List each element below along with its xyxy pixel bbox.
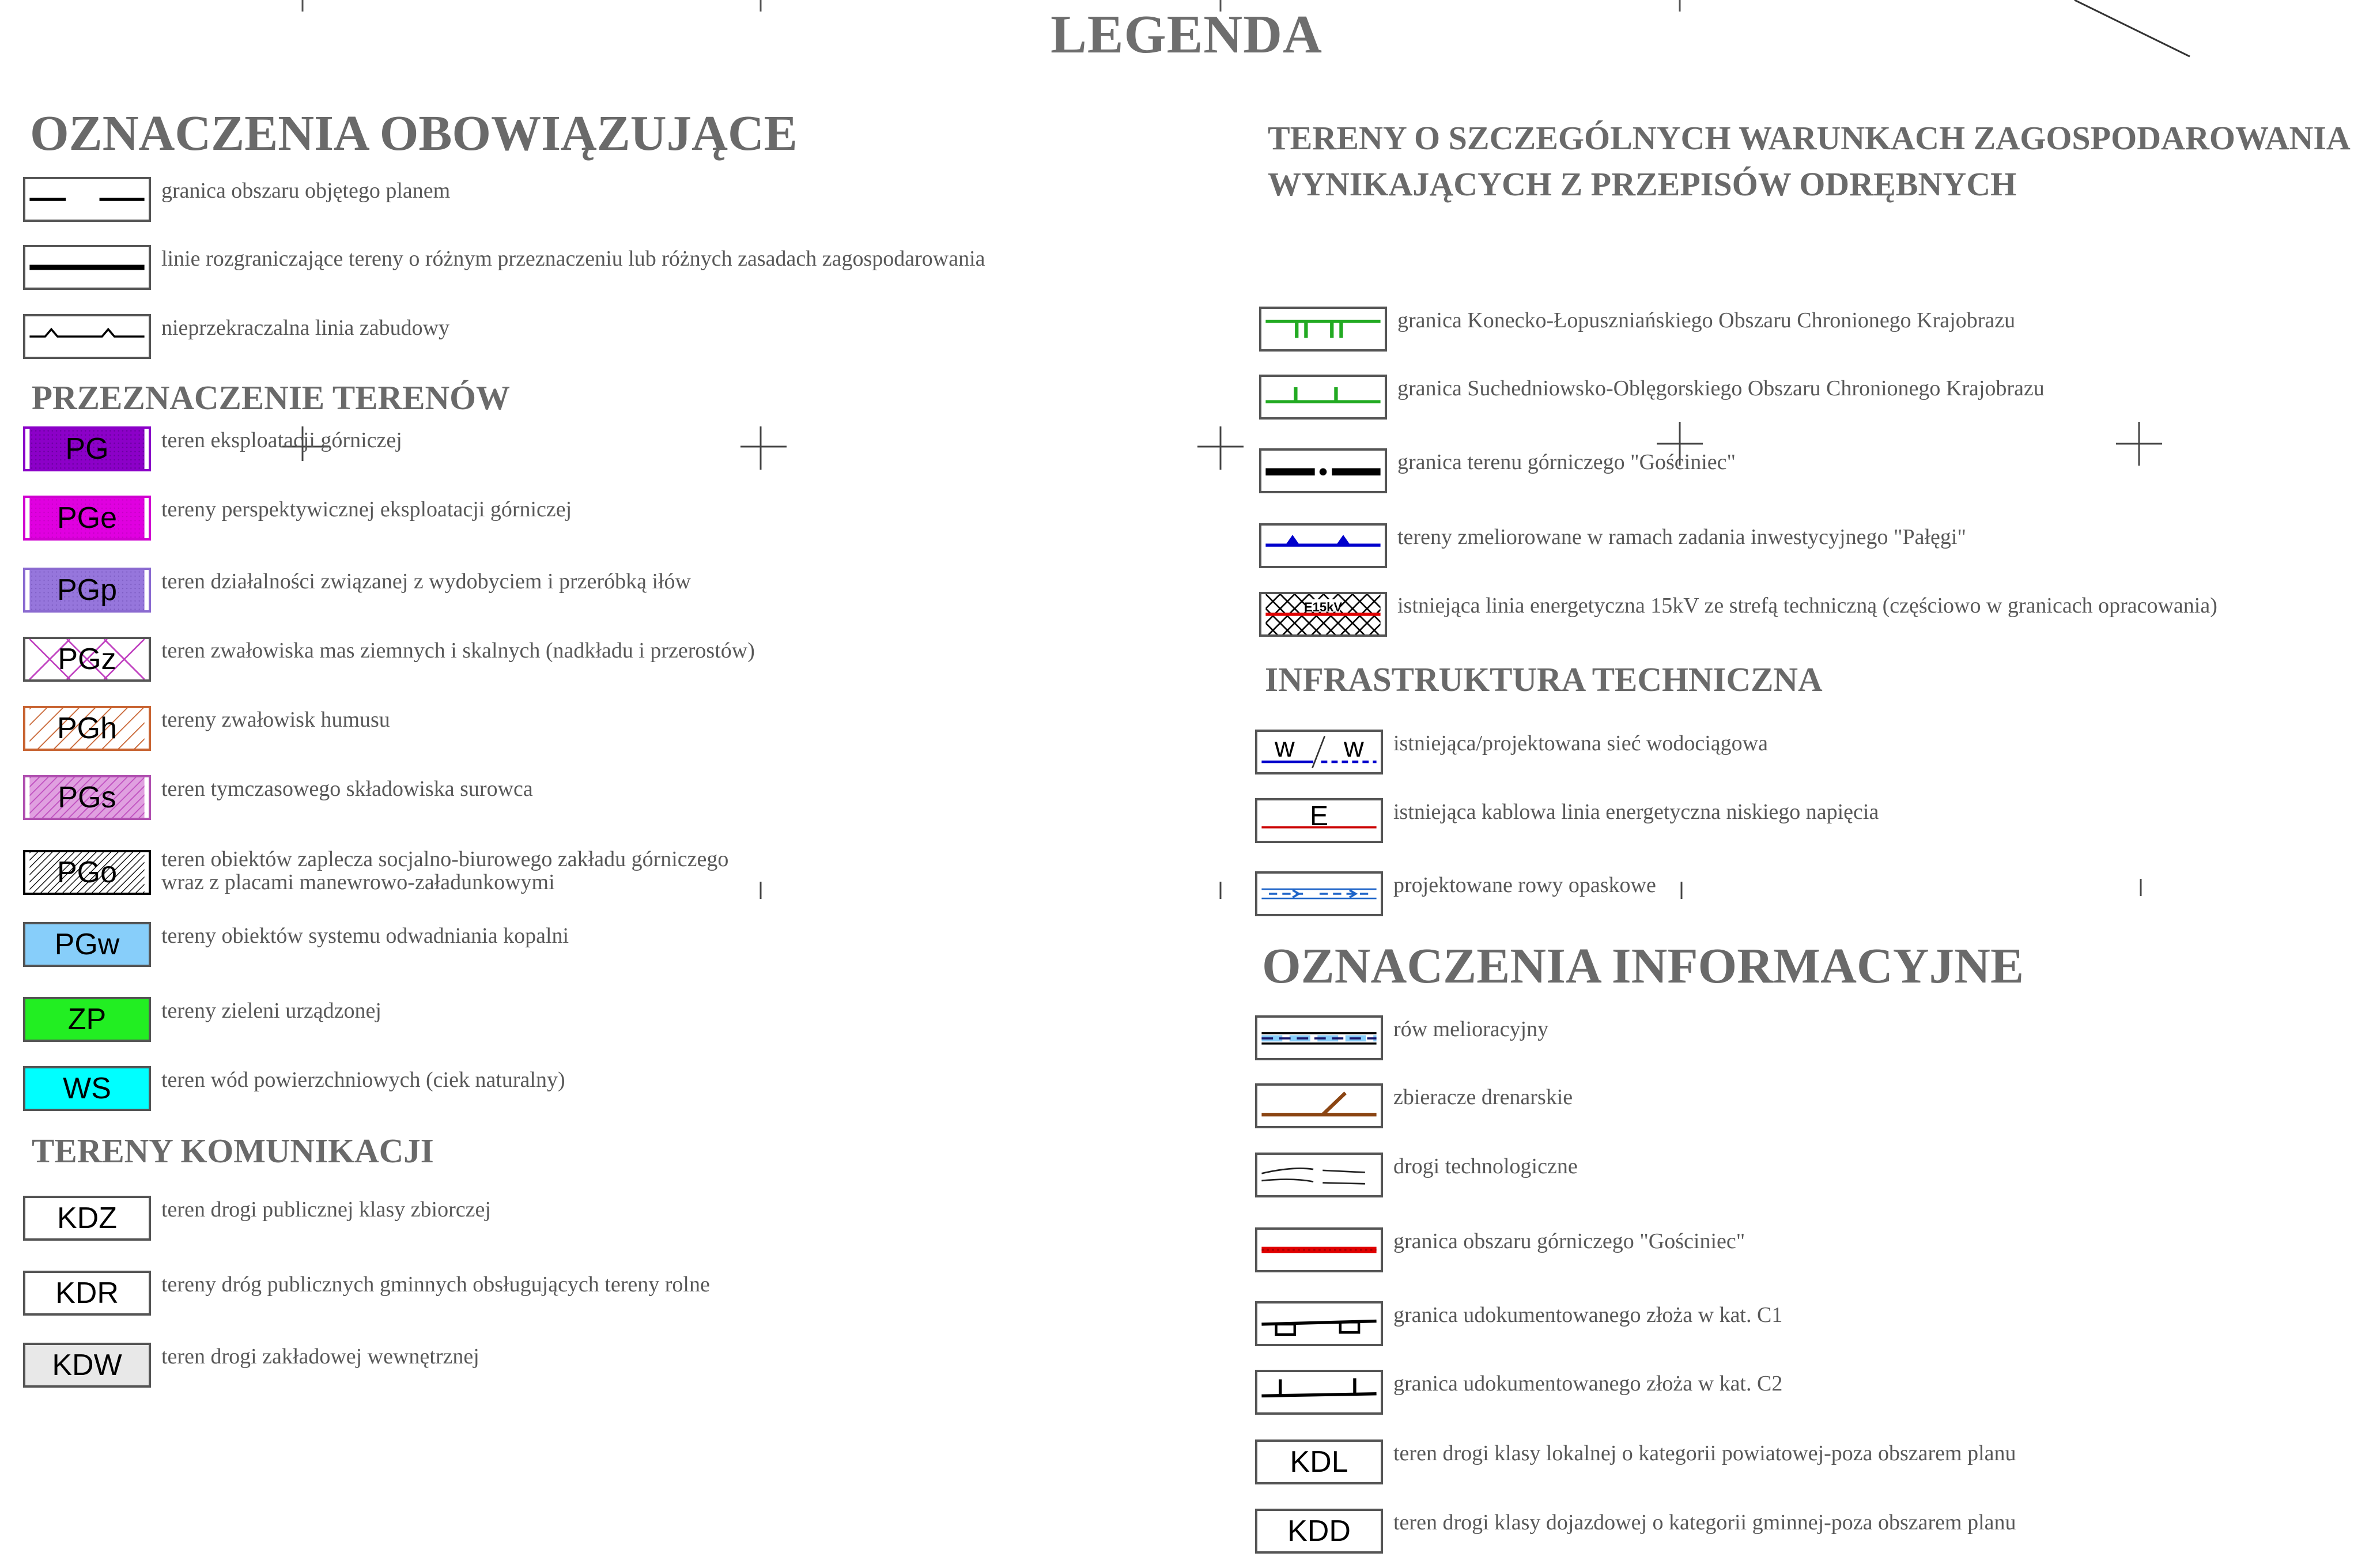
symbol-power-line-15kv <box>1259 592 1387 637</box>
heading-tereny-szczegolne <box>1268 115 2351 207</box>
legend-label: projektowane rowy opaskowe <box>1393 873 1656 897</box>
legend-label: granica obszaru objętego planem <box>161 179 451 203</box>
heading-tereny-szczegolne-line1: TERENY O SZCZEGÓLNYCH WARUNKACH ZAGOSPODAROWANIA <box>1268 119 2351 157</box>
legend-label: teren drogi publicznej klasy zbiorczej <box>161 1197 491 1222</box>
symbol-drainage-ditch <box>1255 1015 1383 1060</box>
legend-label: teren drogi klasy lokalnej o kategorii powiatowej-poza obszarem planu <box>1393 1441 2016 1465</box>
code-pgp: PGp <box>56 573 118 607</box>
legend-label: drogi technologiczne <box>1393 1154 1578 1178</box>
code-kdw: KDW <box>52 1348 122 1382</box>
symbol-pgw <box>23 922 151 967</box>
legend-label: tereny zmeliorowane w ramach zadania inwestycyjnego "Pałęgi" <box>1397 525 1966 549</box>
legend-label: istniejąca linia energetyczna 15kV ze strefą techniczną (częściowo w granicach opracowania) <box>1397 594 2217 618</box>
symbol-green-boundary-single <box>1259 375 1387 420</box>
symbol-ws <box>23 1066 151 1111</box>
legend-label-line1: teren obiektów zaplecza socjalno-biurowego zakładu górniczego <box>161 847 729 871</box>
symbol-mining-district-boundary <box>1255 1227 1383 1272</box>
legend-label: granica udokumentowanego złoża w kat. C1 <box>1393 1303 1783 1327</box>
legend-label: teren eksploatacji górniczej <box>161 428 402 452</box>
legend-label: linie rozgraniczające tereny o różnym przeznaczeniu lub różnych zasadach zagospodarowania <box>161 247 985 271</box>
code-pgs: PGs <box>58 781 116 814</box>
legend-label <box>161 848 728 894</box>
code-e15kv: E15kV <box>1303 600 1343 614</box>
legend-label: tereny dróg publicznych gminnych obsługujących tereny rolne <box>161 1272 710 1297</box>
legend-label: teren wód powierzchniowych (ciek naturalny) <box>161 1068 565 1092</box>
symbol-kdw <box>23 1343 151 1388</box>
symbol-drain-collector <box>1255 1083 1383 1128</box>
legend-label: istniejąca/projektowana sieć wodociągowa <box>1393 731 1768 755</box>
legend-label: tereny obiektów systemu odwadniania kopalni <box>161 924 569 948</box>
symbol-kdl <box>1255 1439 1383 1484</box>
symbol-pge <box>23 496 151 541</box>
code-zp: ZP <box>67 1003 107 1036</box>
symbol-perimeter-ditch <box>1255 871 1383 916</box>
legend-label: granica udokumentowanego złoża w kat. C2 <box>1393 1371 1783 1396</box>
symbol-technological-road <box>1255 1153 1383 1197</box>
legend-label: teren tymczasowego składowiska surowca <box>161 777 533 801</box>
heading-oznaczenia-informacyjne: OZNACZENIA INFORMACYJNE <box>1262 938 2024 993</box>
code-ws: WS <box>63 1072 111 1105</box>
legend-label: granica obszaru górniczego "Gościniec" <box>1393 1229 1745 1253</box>
code-kdl: KDL <box>1290 1445 1348 1479</box>
code-pg: PG <box>65 432 109 466</box>
symbol-mining-area-boundary <box>1259 448 1387 493</box>
code-pgz: PGz <box>58 643 116 676</box>
code-pgo: PGo <box>56 856 118 889</box>
legend-label: granica Suchedniowsko-Oblęgorskiego Obszaru Chronionego Krajobrazu <box>1397 376 2045 400</box>
symbol-kdr <box>23 1271 151 1316</box>
symbol-pgz <box>23 637 151 682</box>
heading-tereny-komunikacji: TERENY KOMUNIKACJI <box>32 1132 434 1170</box>
legend-label: teren zwałowiska mas ziemnych i skalnych (nadkładu i przerostów) <box>161 638 755 663</box>
heading-przeznaczenie-terenow: PRZEZNACZENIE TERENÓW <box>32 379 511 417</box>
symbol-kdd <box>1255 1509 1383 1554</box>
legend-label: teren działalności związanej z wydobyciem i przeróbką iłów <box>161 569 691 594</box>
legend-label: nieprzekraczalna linia zabudowy <box>161 316 450 340</box>
legend-label: tereny perspektywicznej eksploatacji górniczej <box>161 497 572 522</box>
symbol-pgp <box>23 568 151 613</box>
symbol-plan-boundary <box>23 177 151 222</box>
code-e: E <box>1309 801 1328 832</box>
legend-label: tereny zieleni urządzonej <box>161 999 381 1023</box>
legend-label: teren drogi klasy dojazdowej o kategorii gminnej-poza obszarem planu <box>1393 1510 2016 1535</box>
legend-title: LEGENDA <box>1051 5 1322 65</box>
legend-label: granica Konecko-Łopuszniańskiego Obszaru Chronionego Krajobrazu <box>1397 308 2016 333</box>
symbol-w-planned: w <box>1344 732 1364 763</box>
heading-oznaczenia-obowiazujace: OZNACZENIA OBOWIĄZUJĄCE <box>30 105 798 161</box>
legend-label-line2: wraz z placami manewrowo-załadunkowymi <box>161 870 555 894</box>
symbol-zp <box>23 997 151 1042</box>
symbol-green-boundary-double <box>1259 307 1387 352</box>
symbol-water-network <box>1255 730 1383 774</box>
legend-label: teren drogi zakładowej wewnętrznej <box>161 1344 479 1369</box>
symbol-pgh <box>23 706 151 751</box>
legend-label: granica terenu górniczego "Gościniec" <box>1397 450 1736 474</box>
code-kdz: KDZ <box>57 1201 117 1235</box>
code-kdd: KDD <box>1287 1514 1351 1548</box>
code-pge: PGe <box>56 501 118 535</box>
legend-label: rów melioracyjny <box>1393 1017 1549 1041</box>
symbol-building-line <box>23 314 151 359</box>
symbol-w-existing: w <box>1275 732 1295 763</box>
symbol-kdz <box>23 1196 151 1241</box>
heading-tereny-szczegolne-line2: WYNIKAJĄCYCH Z PRZEPISÓW ODRĘBNYCH <box>1268 165 2017 203</box>
symbol-pgs <box>23 775 151 820</box>
legend-label: tereny zwałowisk humusu <box>161 708 390 732</box>
code-pgw: PGw <box>54 928 120 961</box>
code-pgh: PGh <box>56 712 118 745</box>
legend-label: zbieracze drenarskie <box>1393 1085 1573 1109</box>
symbol-demarcation-line <box>23 245 151 290</box>
symbol-pgo <box>23 850 151 895</box>
symbol-deposit-c1 <box>1255 1301 1383 1346</box>
code-kdr: KDR <box>55 1276 119 1310</box>
legend-label: istniejąca kablowa linia energetyczna niskiego napięcia <box>1393 800 1879 824</box>
symbol-low-voltage-cable <box>1255 798 1383 843</box>
symbol-drained-area <box>1259 523 1387 568</box>
heading-infrastruktura-techniczna: INFRASTRUKTURA TECHNICZNA <box>1265 660 1823 698</box>
symbol-pg <box>23 426 151 471</box>
symbol-deposit-c2 <box>1255 1370 1383 1415</box>
